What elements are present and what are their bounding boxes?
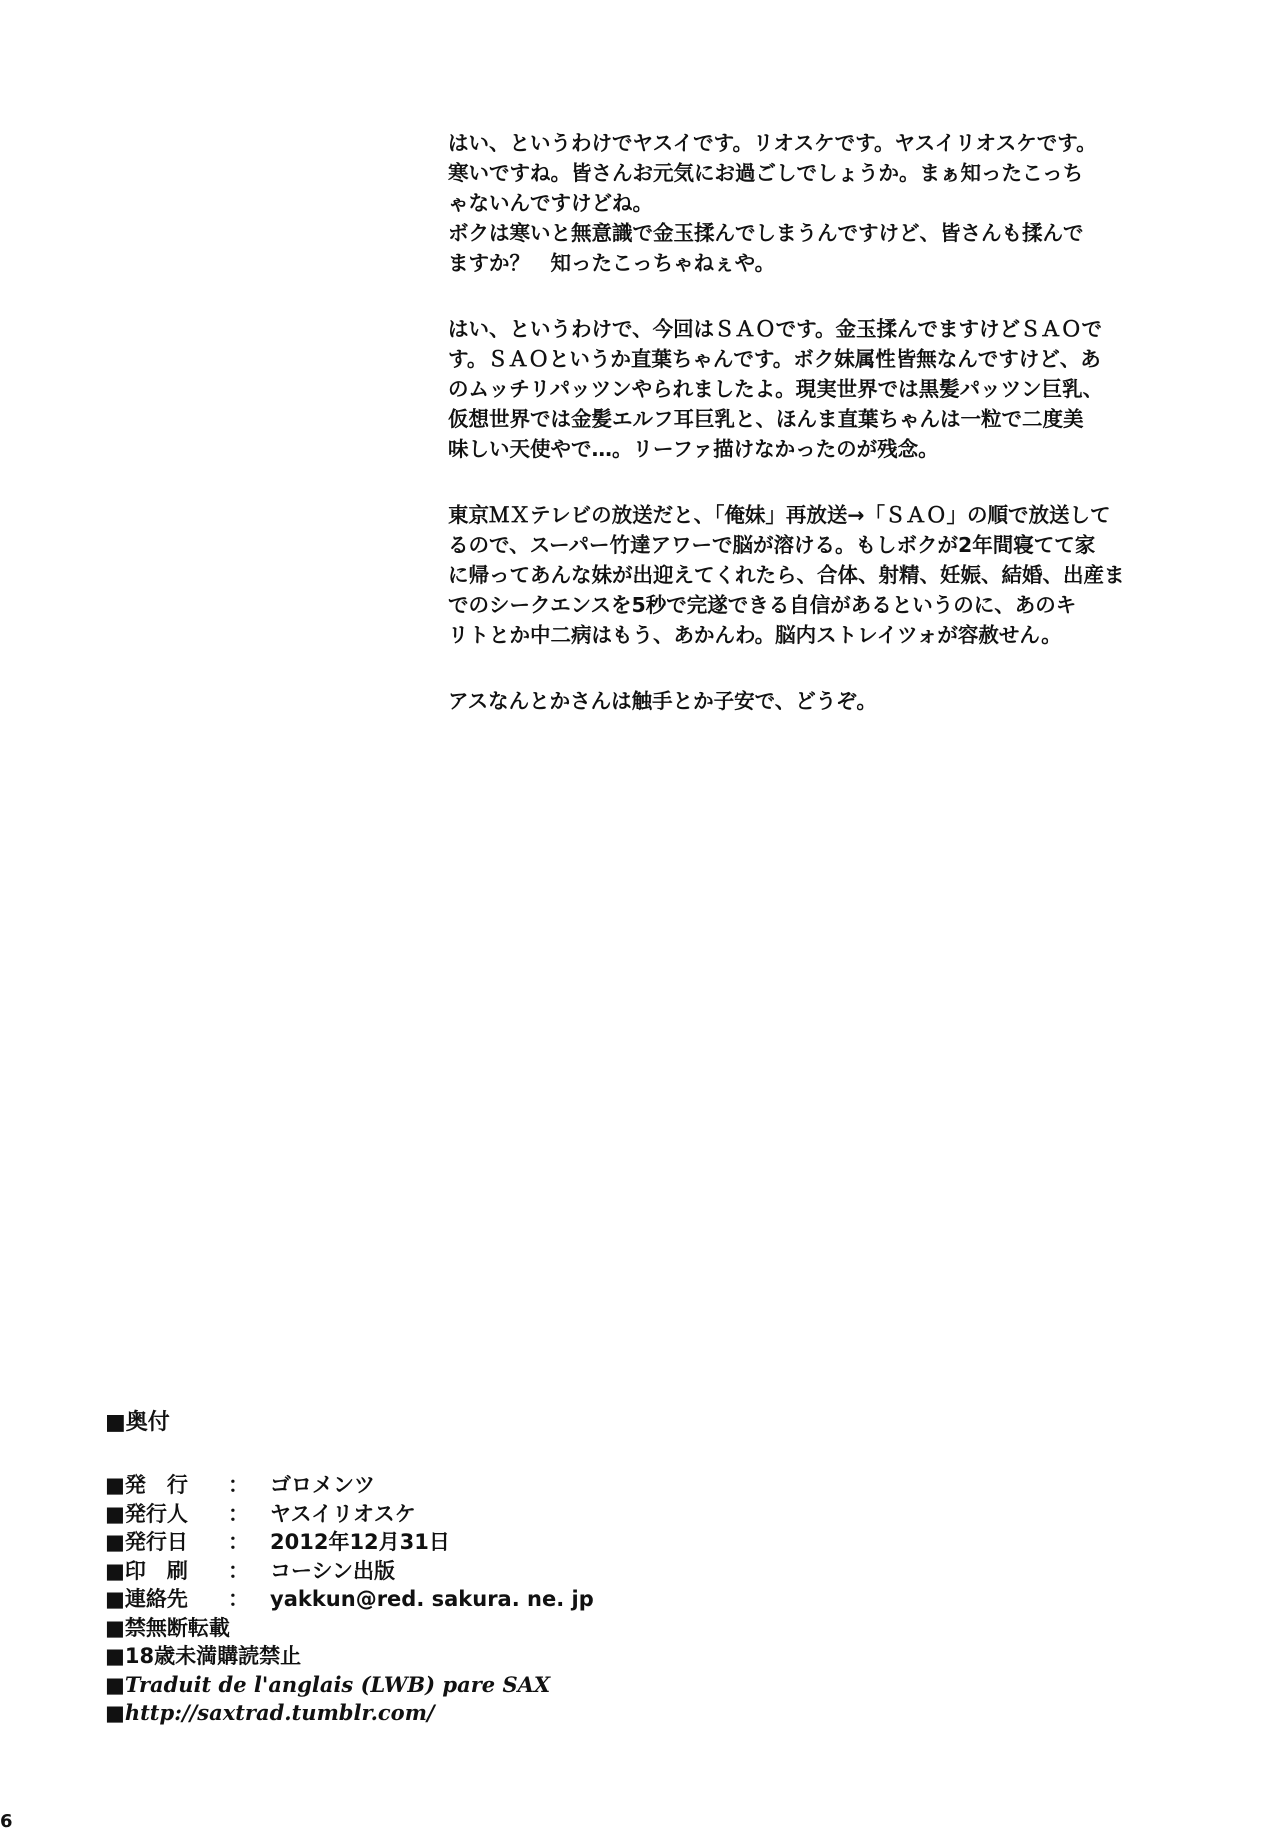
credit-row-publisher <box>105 1472 805 1498</box>
page-number: 6 <box>0 1811 13 1832</box>
text-line: アスなんとかさんは触手とか子安で、どうぞ。 <box>448 689 877 713</box>
text-line: のムッチリパッツンやられましたよ。現実世界では黒髪パッツン巨乳、 <box>448 377 1104 401</box>
credit-separator: ： <box>228 1587 249 1611</box>
text-line: 寒いですね。皆さんお元気にお過ごしでしょうか。まぁ知ったこっち <box>448 161 1084 185</box>
credit-value: ゴロメンツ <box>270 1473 375 1497</box>
credit-label: ■印 刷 <box>105 1558 188 1583</box>
credit-separator: ： <box>228 1530 249 1554</box>
contact-email: yakkun@red. sakura. ne. jp <box>270 1587 594 1611</box>
translation-credit: ■Traduit de l'anglais (LWB) pare SAX <box>105 1671 551 1697</box>
text-line: 味しい天使やで…。リーファ描けなかったのが残念。 <box>448 437 939 461</box>
credit-row-date <box>105 1529 805 1555</box>
text-line: ますか？ 知ったこっちゃねぇや。 <box>448 251 776 275</box>
afterword-paragraph-1 <box>448 128 1148 278</box>
text-line: はい、というわけでヤスイです。リオスケです。ヤスイリオスケです。 <box>448 131 1097 155</box>
text-line: 東京ＭＸテレビの放送だと、「俺妹」再放送→「ＳＡＯ」の順で放送して <box>448 503 1111 527</box>
credit-separator: ： <box>228 1501 249 1526</box>
credit-separator: ： <box>228 1473 249 1497</box>
credit-separator: ： <box>228 1558 249 1583</box>
credit-value: ヤスイリオスケ <box>270 1501 416 1526</box>
credit-label: ■発行日 <box>105 1530 188 1554</box>
colophon-heading: ■奥付 <box>105 1410 170 1435</box>
text-line: す。ＳＡＯというか直葉ちゃんです。ボク妹属性皆無なんですけど、あ <box>448 347 1101 371</box>
credit-value: 2012年12月31日 <box>270 1530 450 1554</box>
text-line: でのシークエンスを5秒で完遂できる自信があるというのに、あのキ <box>448 593 1077 617</box>
credit-row-printer <box>105 1558 805 1584</box>
text-line: るので、スーパー竹達アワーで脳が溶ける。もしボクが2年間寝てて家 <box>448 533 1096 557</box>
notice-no-reproduction: ■禁無断転載 <box>105 1615 230 1640</box>
colophon <box>105 1410 805 1729</box>
translator-url: ■http://saxtrad.tumblr.com/ <box>105 1700 435 1725</box>
text-line: はい、というわけで、今回はＳＡＯです。金玉揉んでますけどＳＡＯで <box>448 317 1102 341</box>
credit-label: ■発 行 <box>105 1473 188 1497</box>
text-line: リトとか中二病はもう、あかんわ。脳内ストレイツォが容赦せん。 <box>448 623 1062 647</box>
text-line: 仮想世界では金髪エルフ耳巨乳と、ほんま直葉ちゃんは一粒で二度美 <box>448 407 1084 431</box>
text-line: ゃないんですけどね。 <box>448 191 653 215</box>
credit-row-contact <box>105 1586 805 1612</box>
afterword-paragraph-3 <box>448 500 1148 650</box>
credit-label: ■連絡先 <box>105 1587 188 1611</box>
text-line: ボクは寒いと無意識で金玉揉んでしまうんですけど、皆さんも揉んで <box>448 221 1084 245</box>
afterword-paragraph-2 <box>448 314 1148 464</box>
afterword-text <box>448 128 1148 752</box>
notice-age-restriction: ■18歳未満購読禁止 <box>105 1644 302 1668</box>
credit-row-issuer <box>105 1501 805 1527</box>
credit-label: ■発行人 <box>105 1501 188 1526</box>
text-line: に帰ってあんな妹が出迎えてくれたら、合体、射精、妊娠、結婚、出産ま <box>448 563 1125 587</box>
credit-value: コーシン出版 <box>270 1558 396 1583</box>
afterword-paragraph-4 <box>448 686 1148 716</box>
